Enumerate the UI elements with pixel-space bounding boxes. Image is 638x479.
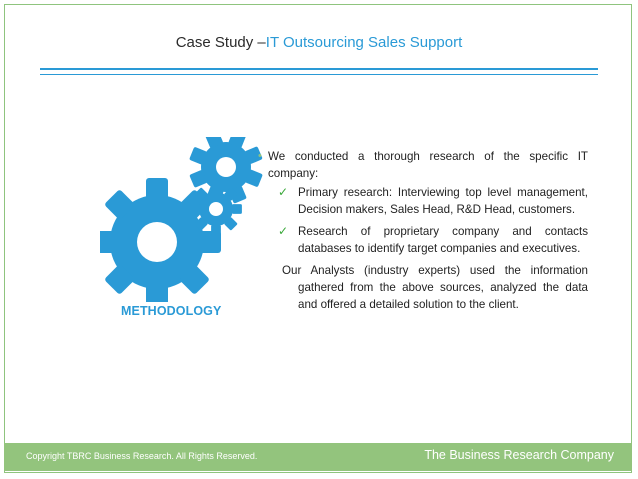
main-bullet bbox=[258, 148, 588, 182]
methodology-label: METHODOLOGY bbox=[121, 304, 222, 318]
checkmark-icon: ✓ bbox=[278, 224, 289, 238]
title-accent: IT Outsourcing Sales Support bbox=[265, 34, 463, 51]
footer-bar bbox=[4, 443, 632, 471]
title-rule-top bbox=[40, 68, 598, 70]
analysts-paragraph: Our Analysts (industry experts) used the information gathered from the above sources, analyzed the data and offered a detailed solution to the client. bbox=[282, 264, 588, 311]
title-prefix: Case Study – bbox=[175, 34, 266, 51]
bullet-dot-icon: • bbox=[258, 150, 262, 162]
company-name: The Business Research Company bbox=[424, 448, 614, 462]
gears-icon bbox=[100, 137, 270, 302]
copyright-text: Copyright TBRC Business Research. All Rights Reserved. bbox=[26, 451, 258, 461]
checklist bbox=[258, 184, 588, 257]
methodology-content bbox=[258, 148, 588, 313]
check-item bbox=[278, 184, 588, 218]
check-item bbox=[278, 223, 588, 257]
title-rule-bottom bbox=[40, 74, 598, 75]
checkmark-icon: ✓ bbox=[278, 185, 289, 199]
check-item-text: Primary research: Interviewing top level management, Decision makers, Sales Head, R&D Head, customers. bbox=[298, 186, 588, 216]
slide-title bbox=[0, 34, 638, 51]
main-bullet-text: We conducted a thorough research of the specific IT company: bbox=[268, 150, 588, 180]
check-item-text: Research of proprietary company and contacts databases to identify target companies and executives. bbox=[298, 225, 588, 255]
